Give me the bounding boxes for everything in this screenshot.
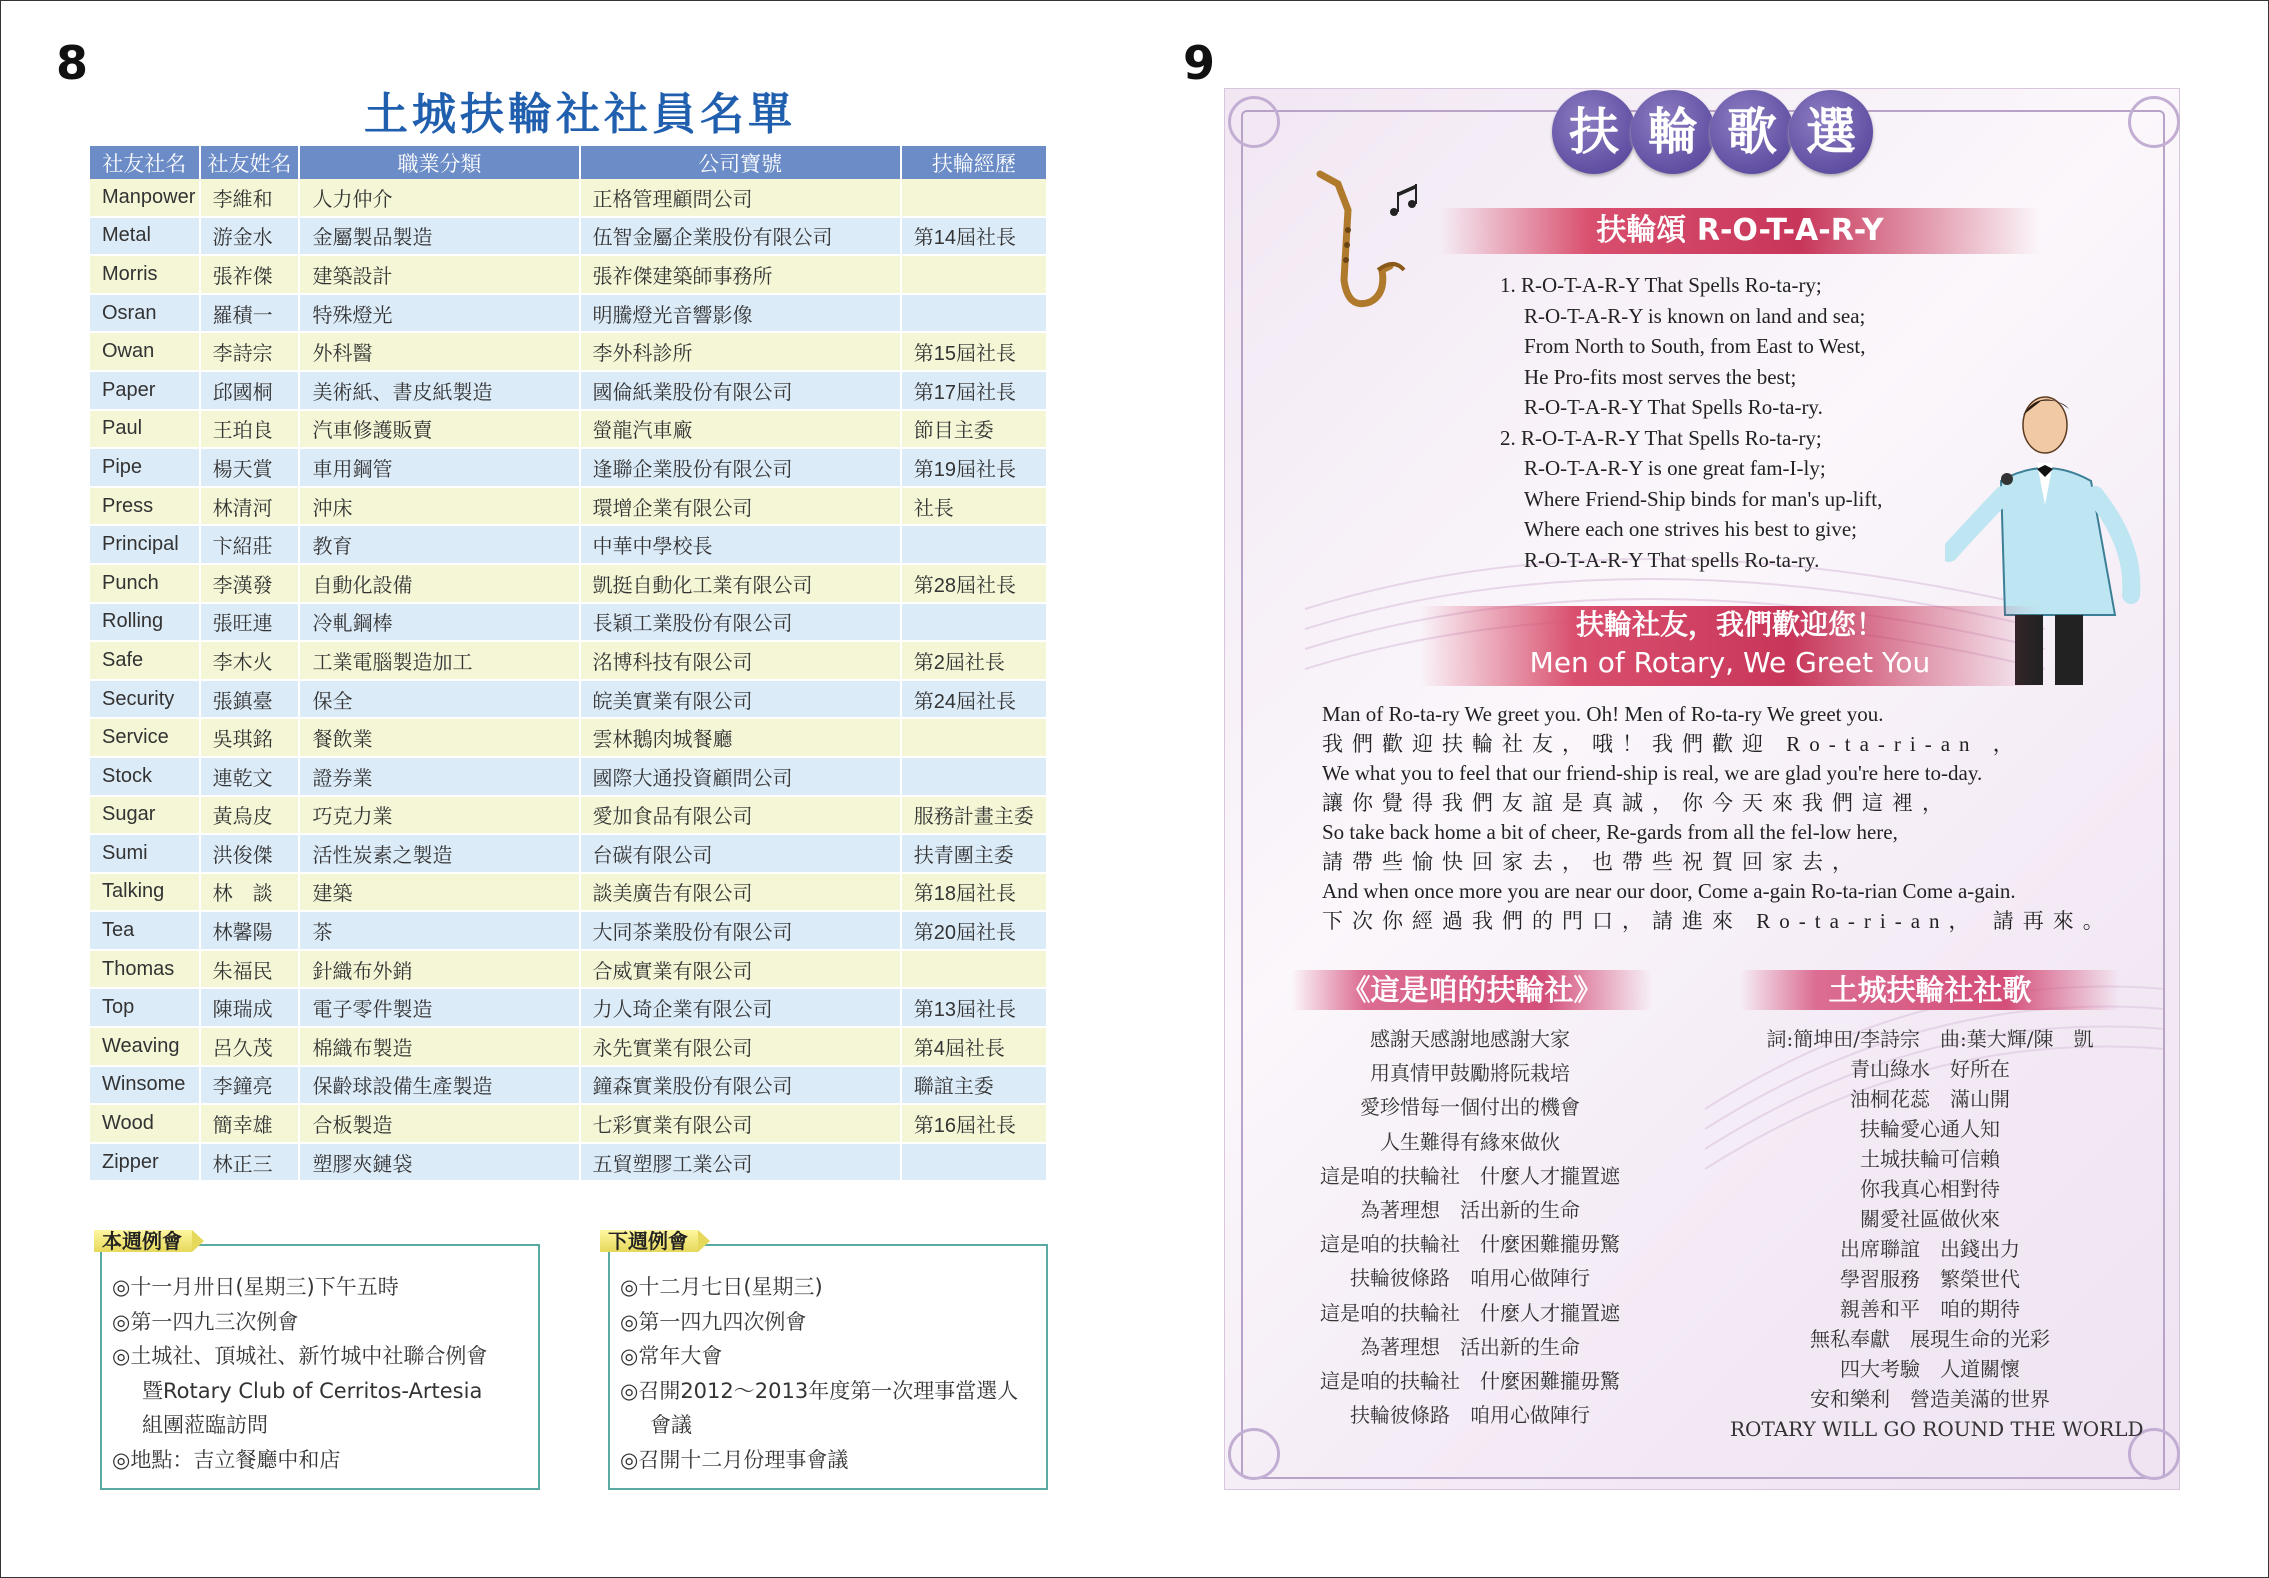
member-company: 伍智金屬企業股份有限公司 [581,218,902,257]
member-english-name: Security [90,681,201,720]
member-rotary-history: 服務計畫主委 [902,797,1046,836]
member-company: 力人琦企業有限公司 [581,989,902,1028]
lyric-line: Man of Ro-ta-ry We greet you. Oh! Men of Ro-ta-ry We greet you. [1322,702,1884,726]
lyric-line: 你我真心相對待 [1860,1177,2000,1201]
lyric-line: 為著理想 活出新的生命 [1360,1334,1580,1359]
lyric-line: So take back home a bit of cheer, Re-gards from all the fel-low here, [1322,820,1898,844]
table-row [90,526,1046,565]
member-rotary-history [902,1144,1046,1183]
member-occupation: 餐飲業 [300,719,580,758]
table-row [90,1028,1046,1067]
saxophone-illustration [1308,170,1438,320]
member-rotary-history: 第19屆社長 [902,449,1046,488]
member-occupation: 建築 [300,874,580,913]
meeting-info-line: ◎召開2012～2013年度第一次理事當選人 [620,1378,1019,1403]
meeting-info-line: ◎地點：吉立餐廳中和店 [112,1447,341,1472]
lyric-line: 用真情甲鼓勵將阮栽培 [1370,1061,1570,1086]
member-chinese-name: 林馨陽 [201,912,301,951]
member-rotary-history: 社長 [902,488,1046,527]
music-notes-icon [1390,184,1417,216]
title-char-bubble: 選 [1789,90,1873,174]
lyric-line: 感謝天感謝地感謝大家 [1370,1027,1570,1051]
member-occupation: 活性炭素之製造 [300,835,580,874]
member-occupation: 特殊燈光 [300,295,580,334]
title-char-bubble: 輪 [1631,90,1715,174]
member-company: 正格管理顧問公司 [581,179,902,218]
member-chinese-name: 陳瑞成 [201,989,301,1028]
member-chinese-name: 林清河 [201,488,301,527]
member-occupation: 巧克力業 [300,797,580,836]
lyric-line: 學習服務 繁榮世代 [1840,1267,2020,1291]
table-row [90,758,1046,797]
lyric-line: 安和樂利 營造美滿的世界 [1810,1387,2050,1411]
table-row [90,372,1046,411]
member-chinese-name: 簡幸雄 [201,1105,301,1144]
member-company: 合威實業有限公司 [581,951,902,990]
table-row [90,642,1046,681]
member-occupation: 車用鋼管 [300,449,580,488]
member-chinese-name: 李詩宗 [201,333,301,372]
meeting-info-line: 會議 [650,1413,692,1437]
this-week-meeting-box [100,1244,540,1490]
header-english-name: 社友社名 [90,146,201,179]
member-english-name: Manpower [90,179,201,218]
member-english-name: Sugar [90,797,201,836]
member-table-header [90,146,1046,179]
member-company: 五貿塑膠工業公司 [581,1144,902,1183]
header-occupation: 職業分類 [300,146,580,179]
lyric-line: 扶輪愛心通人知 [1860,1117,2000,1141]
member-company: 螢龍汽車廠 [581,411,902,450]
member-chinese-name: 黃烏皮 [201,797,301,836]
lyric-line: 扶輪彼條路 咱用心做陣行 [1350,1266,1590,1291]
lyric-line: R-O-T-A-R-Y is known on land and sea; [1524,303,1866,328]
member-company: 台碳有限公司 [581,835,902,874]
lyric-line: 請帶些愉快回家去，也帶些祝賀回家去， [1322,849,1862,874]
song4-title: 土城扶輪社社歌 [1740,970,2120,1010]
meeting-info-line: ◎十一月卅日(星期三)下午五時 [112,1275,399,1299]
member-english-name: Pipe [90,449,201,488]
lyric-line: And when once more you are near our door, Come a-gain Ro-ta-rian Come a-gain. [1322,879,2016,903]
member-occupation: 建築設計 [300,256,580,295]
lyric-line: 1. R-O-T-A-R-Y That Spells Ro-ta-ry; [1500,273,1822,297]
member-english-name: Press [90,488,201,527]
lyric-line: 2. R-O-T-A-R-Y That Spells Ro-ta-ry; [1500,425,1822,450]
member-rotary-history [902,951,1046,990]
member-chinese-name: 游金水 [201,218,301,257]
member-occupation: 外科醫 [300,333,580,372]
table-row [90,1105,1046,1144]
lyric-line: ROTARY WILL GO ROUND THE WORLD [1730,1417,2144,1441]
lyric-line: R-O-T-A-R-Y That spells Ro-ta-ry. [1524,547,1820,572]
member-chinese-name: 卞紹莊 [201,526,301,565]
table-row [90,719,1046,758]
member-rotary-history [902,256,1046,295]
lyric-line: 這是咱的扶輪社 什麼困難攏毋驚 [1320,1369,1620,1394]
member-chinese-name: 張鎮臺 [201,681,301,720]
member-chinese-name: 李維和 [201,179,301,218]
lyric-line: R-O-T-A-R-Y is one great fam-I-ly; [1524,456,1826,480]
meeting-info-line: ◎常年大會 [620,1344,723,1368]
member-english-name: Zipper [90,1144,201,1183]
member-english-name: Stock [90,758,201,797]
meeting-info-line: ◎第一四九四次例會 [620,1309,807,1334]
member-chinese-name: 呂久茂 [201,1028,301,1067]
table-row [90,604,1046,643]
member-rotary-history [902,604,1046,643]
member-occupation: 茶 [300,912,580,951]
lyric-line: 青山綠水 好所在 [1850,1057,2010,1081]
member-chinese-name: 林 談 [201,874,301,913]
lyric-line: 無私奉獻 展現生命的光彩 [1810,1327,2050,1351]
page-number-left: 8 [56,36,89,90]
member-rotary-history: 第17屆社長 [902,372,1046,411]
table-row [90,411,1046,450]
member-rotary-history: 第24屆社長 [902,681,1046,720]
member-english-name: Rolling [90,604,201,643]
lyric-line: 讓你覺得我們友誼是真誠，你今天來我們這裡， [1322,790,1952,815]
member-company: 洺博科技有限公司 [581,642,902,681]
meeting-info-line: 組團蒞臨訪問 [142,1413,268,1437]
member-chinese-name: 王珀良 [201,411,301,450]
lyric-line: 關愛社區做伙來 [1860,1207,2000,1231]
member-rotary-history: 第18屆社長 [902,874,1046,913]
member-rotary-history: 第15屆社長 [902,333,1046,372]
table-row [90,295,1046,334]
member-rotary-history [902,719,1046,758]
member-company: 愛加食品有限公司 [581,797,902,836]
member-chinese-name: 洪俊傑 [201,835,301,874]
member-company: 李外科診所 [581,333,902,372]
meeting-info-line: ◎土城社、頂城社、新竹城中社聯合例會 [112,1344,488,1368]
member-chinese-name: 楊天賞 [201,449,301,488]
lyric-line: 人生難得有緣來做伙 [1380,1129,1560,1154]
meeting-info-line: ◎第一四九三次例會 [112,1309,299,1334]
next-week-meeting-box [608,1244,1048,1490]
lyric-line: 這是咱的扶輪社 什麼人才攏置遮 [1320,1163,1620,1188]
table-row [90,989,1046,1028]
member-english-name: Paul [90,411,201,450]
member-rotary-history [902,295,1046,334]
member-rotary-history: 第20屆社長 [902,912,1046,951]
header-chinese-name: 社友姓名 [201,146,301,179]
member-company: 國際大通投資顧問公司 [581,758,902,797]
member-english-name: Punch [90,565,201,604]
member-company: 逢聯企業股份有限公司 [581,449,902,488]
member-english-name: Service [90,719,201,758]
member-list-title: 土城扶輪社社員名單 [364,89,796,140]
member-rotary-history: 第13屆社長 [902,989,1046,1028]
lyric-line: 為著理想 活出新的生命 [1360,1198,1580,1223]
member-company: 環增企業有限公司 [581,488,902,527]
table-row [90,218,1046,257]
table-row [90,835,1046,874]
header-company: 公司寶號 [581,146,902,179]
member-english-name: Sumi [90,835,201,874]
song2-title-band [1420,606,2040,686]
member-english-name: Morris [90,256,201,295]
song1-lyrics [1500,270,1882,575]
meeting-info-line: ◎召開十二月份理事會議 [620,1447,849,1472]
lyric-line: 土城扶輪可信賴 [1860,1147,2000,1171]
table-row [90,1144,1046,1183]
member-chinese-name: 李木火 [201,642,301,681]
member-occupation: 保齡球設備生產製造 [300,1067,580,1106]
song3-title: 《這是咱的扶輪社》 [1292,970,1652,1010]
lyric-line: 親善和平 咱的期待 [1840,1297,2020,1321]
member-chinese-name: 朱福民 [201,951,301,990]
member-english-name: Principal [90,526,201,565]
member-chinese-name: 張祚傑 [201,256,301,295]
table-row [90,179,1046,218]
lyric-line: 出席聯誼 出錢出力 [1840,1237,2020,1261]
this-week-meeting-label: 本週例會 [94,1230,192,1252]
member-chinese-name: 林正三 [201,1144,301,1183]
member-rotary-history: 第4屆社長 [902,1028,1046,1067]
table-row [90,681,1046,720]
member-rotary-history: 第14屆社長 [902,218,1046,257]
member-table [90,146,1046,1182]
member-company: 雲林鵝肉城餐廳 [581,719,902,758]
member-english-name: Winsome [90,1067,201,1106]
song2-lyrics [1322,700,2113,936]
member-occupation: 電子零件製造 [300,989,580,1028]
song3-lyrics [1290,1022,1650,1432]
table-row [90,912,1046,951]
lyric-line: He Pro-fits most serves the best; [1524,364,1797,389]
member-occupation: 工業電腦製造加工 [300,642,580,681]
next-week-meeting-label: 下週例會 [600,1230,698,1252]
member-company: 永先實業有限公司 [581,1028,902,1067]
member-occupation: 保全 [300,681,580,720]
table-row [90,797,1046,836]
member-rotary-history: 聯誼主委 [902,1067,1046,1106]
song2-title-zh: 扶輪社友，我們歡迎您！ [1575,608,1884,641]
member-english-name: Thomas [90,951,201,990]
table-row [90,874,1046,913]
member-rotary-history [902,526,1046,565]
header-rotary-history: 扶輪經歷 [902,146,1046,179]
page-number-right: 9 [1183,36,1216,90]
member-occupation: 合板製造 [300,1105,580,1144]
member-occupation: 自動化設備 [300,565,580,604]
table-row [90,565,1046,604]
corner-ornament [1228,96,1280,148]
member-english-name: Paper [90,372,201,411]
member-rotary-history: 扶青團主委 [902,835,1046,874]
lyric-line: 愛珍惜每一個付出的機會 [1360,1095,1580,1120]
meeting-info-line: 暨Rotary Club of Cerritos-Artesia [142,1378,483,1403]
member-company: 七彩實業有限公司 [581,1105,902,1144]
member-chinese-name: 邱國桐 [201,372,301,411]
member-company: 國倫紙業股份有限公司 [581,372,902,411]
member-company: 中華中學校長 [581,526,902,565]
table-row [90,333,1046,372]
lyric-line: From North to South, from East to West, [1524,334,1866,358]
member-rotary-history: 第16屆社長 [902,1105,1046,1144]
member-company: 張祚傑建築師事務所 [581,256,902,295]
member-chinese-name: 李漢發 [201,565,301,604]
lyric-line: Where each one strives his best to give; [1524,517,1857,541]
member-company: 談美廣告有限公司 [581,874,902,913]
corner-ornament [2128,96,2180,148]
member-company: 鐘森實業股份有限公司 [581,1067,902,1106]
lyric-line: 油桐花蕊 滿山開 [1850,1087,2010,1111]
member-chinese-name: 吳琪銘 [201,719,301,758]
lyric-line: R-O-T-A-R-Y That Spells Ro-ta-ry. [1524,395,1823,419]
member-english-name: Metal [90,218,201,257]
member-occupation: 塑膠夾鏈袋 [300,1144,580,1183]
table-row [90,488,1046,527]
member-chinese-name: 羅積一 [201,295,301,334]
member-occupation: 棉織布製造 [300,1028,580,1067]
member-occupation: 金屬製品製造 [300,218,580,257]
song4-lyrics [1730,1024,2144,1444]
member-company: 長穎工業股份有限公司 [581,604,902,643]
table-row [90,256,1046,295]
song2-title-en: Men of Rotary, We Greet You [1529,646,1931,679]
song1-title: 扶輪頌 R-O-T-A-R-Y [1440,208,2040,254]
member-chinese-name: 連乾文 [201,758,301,797]
member-company: 大同茶業股份有限公司 [581,912,902,951]
meeting-info-line: ◎十二月七日(星期三) [620,1275,823,1299]
member-english-name: Tea [90,912,201,951]
member-occupation: 人力仲介 [300,179,580,218]
member-rotary-history: 節目主委 [902,411,1046,450]
member-company: 明騰燈光音響影像 [581,295,902,334]
table-row [90,449,1046,488]
lyric-line: We what you to feel that our friend-ship is real, we are glad you're here to-day. [1322,761,1983,785]
corner-ornament [1228,1428,1280,1480]
lyric-line: Where Friend-Ship binds for man's up-lift, [1524,486,1883,511]
lyric-line: 我們歡迎扶輪社友，哦！我們歡迎 Ro-ta-ri-an ， [1322,731,2023,756]
table-row [90,951,1046,990]
member-english-name: Top [90,989,201,1028]
member-occupation: 冷軋鋼棒 [300,604,580,643]
member-rotary-history [902,758,1046,797]
title-char-bubble: 歌 [1710,90,1794,174]
member-rotary-history: 第2屆社長 [902,642,1046,681]
member-rotary-history [902,179,1046,218]
member-occupation: 汽車修護販賣 [300,411,580,450]
member-occupation: 美術紙、書皮紙製造 [300,372,580,411]
lyric-line: 下次你經過我們的門口，請進來 Ro-ta-ri-an， 請再來。 [1322,908,2113,933]
table-row [90,1067,1046,1106]
member-english-name: Weaving [90,1028,201,1067]
member-company: 凱挺自動化工業有限公司 [581,565,902,604]
lyric-line: 這是咱的扶輪社 什麼人才攏置遮 [1320,1300,1620,1325]
member-occupation: 沖床 [300,488,580,527]
lyric-line: 扶輪彼條路 咱用心做陣行 [1350,1403,1590,1428]
member-english-name: Talking [90,874,201,913]
member-english-name: Wood [90,1105,201,1144]
member-english-name: Safe [90,642,201,681]
member-occupation: 針織布外銷 [300,951,580,990]
member-chinese-name: 張旺連 [201,604,301,643]
lyric-line: 四大考驗 人道關懷 [1840,1357,2020,1381]
member-occupation: 教育 [300,526,580,565]
title-char-bubble: 扶 [1552,90,1636,174]
song4-credits: 詞:簡坤田/李詩宗 曲:葉大輝/陳 凱 [1766,1027,2094,1051]
lyric-line: 這是咱的扶輪社 什麼困難攏毋驚 [1320,1232,1620,1257]
member-english-name: Osran [90,295,201,334]
member-chinese-name: 李鐘亮 [201,1067,301,1106]
member-english-name: Owan [90,333,201,372]
member-occupation: 證券業 [300,758,580,797]
member-company: 皖美實業有限公司 [581,681,902,720]
member-rotary-history: 第28屆社長 [902,565,1046,604]
